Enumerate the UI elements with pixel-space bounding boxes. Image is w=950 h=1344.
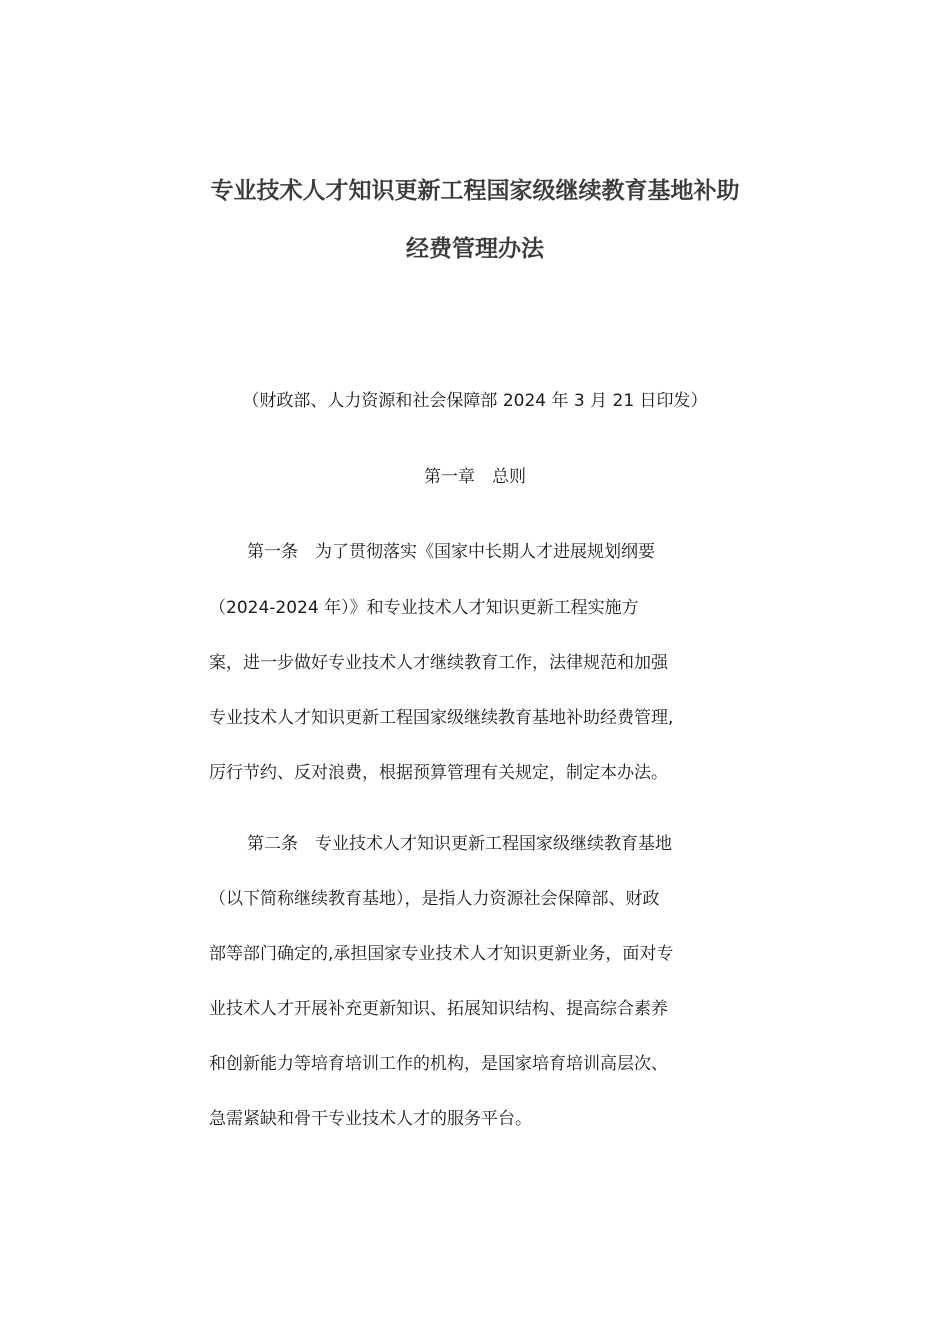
article-2-line: （以下简称继续教育基地），是指人力资源社会保障部、财政: [209, 889, 660, 909]
article-1-line: 厉行节约、反对浪费，根据预算管理有关规定，制定本办法。: [209, 763, 668, 783]
article-2-line: 第二条 专业技术人才知识更新工程国家级继续教育基地: [247, 834, 672, 854]
chapter-heading: 第一章 总则: [424, 467, 526, 487]
article-2-line: 和创新能力等培育培训工作的机构，是国家培育培训高层次、: [209, 1054, 668, 1074]
document-title-line-1: 专业技术人才知识更新工程国家级继续教育基地补助: [210, 178, 740, 204]
article-2-line: 业技术人才开展补充更新知识、拓展知识结构、提高综合素养: [209, 999, 668, 1019]
document-title-line-2: 经费管理办法: [406, 236, 544, 262]
article-2-line: 急需紧缺和骨干专业技术人才的服务平台。: [209, 1109, 532, 1129]
article-1-line: （2024-2024 年）》和专业技术人才知识更新工程实施方: [209, 598, 639, 618]
issuer-note: （财政部、人力资源和社会保障部 2024 年 3 月 21 日印发）: [242, 391, 708, 411]
article-1-line: 案，进一步做好专业技术人才继续教育工作，法律规范和加强: [209, 653, 668, 673]
article-1-line: 专业技术人才知识更新工程国家级继续教育基地补助经费管理,: [209, 708, 674, 728]
article-2-line: 部等部门确定的,承担国家专业技术人才知识更新业务，面对专: [209, 944, 674, 964]
article-1-line: 第一条 为了贯彻落实《国家中长期人才进展规划纲要: [247, 542, 655, 562]
